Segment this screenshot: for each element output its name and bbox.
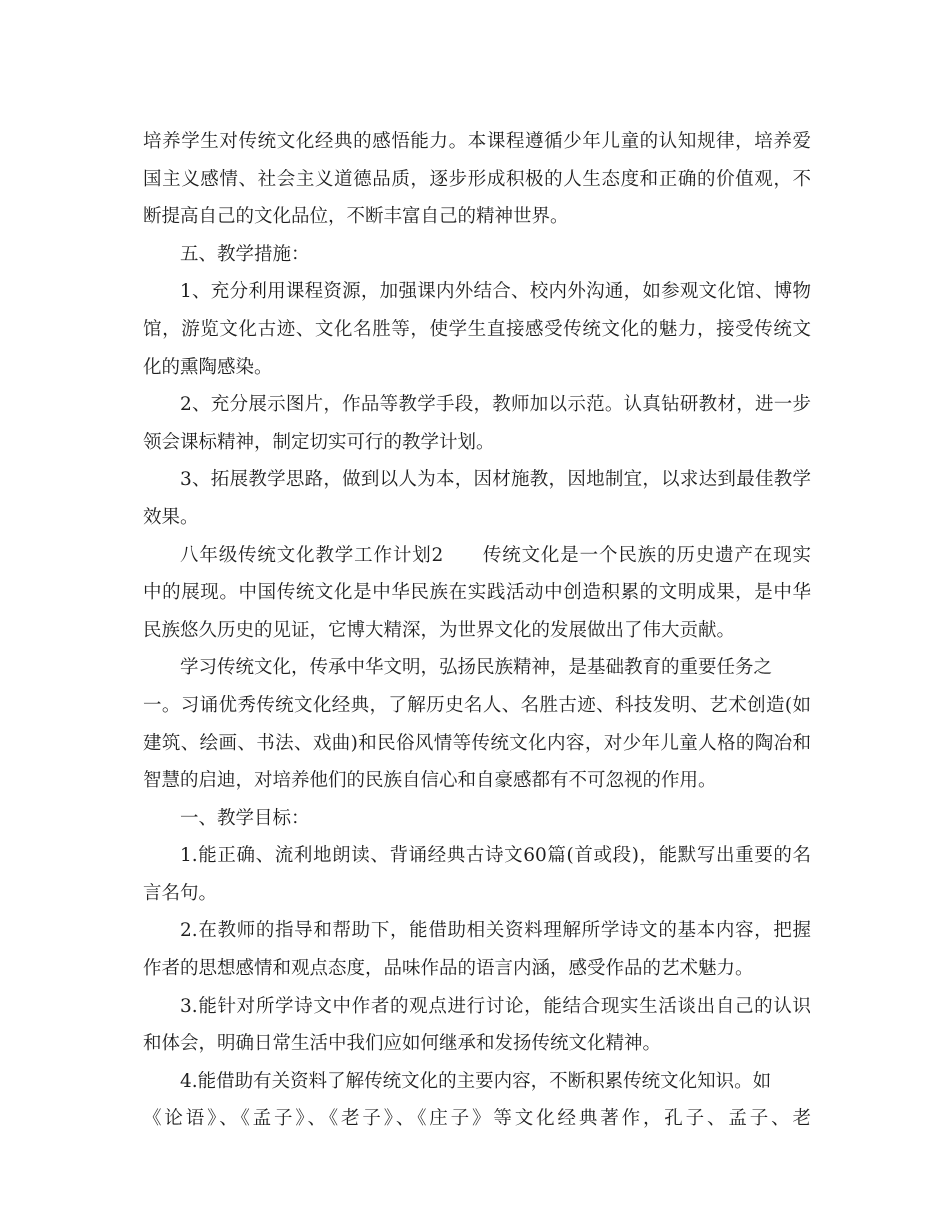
text-line: 馆，游览文化古迹、文化名胜等，使学生直接感受传统文化的魅力，接受传统文 — [143, 318, 811, 340]
text-line: 培养学生对传统文化经典的感悟能力。本课程遵循少年儿童的认知规律，培养爱 — [143, 131, 811, 152]
text-line: 智慧的启迪，对培养他们的民族自信心和自豪感都有不可忽视的作用。 — [143, 770, 717, 792]
text-line: 3、拓展教学思路，做到以人为本，因材施教，因地制宜，以求达到最佳教学 — [180, 469, 811, 491]
text-line: 学习传统文化，传承中华文明，弘扬民族精神，是基础教育的重要任务之 — [180, 657, 773, 679]
text-line: 八年级传统文化教学工作计划2 传统文化是一个民族的历史遗产在现实 — [180, 544, 811, 566]
text-line: 作者的思想感情和观点态度，品味作品的语言内涵，感受作品的艺术魅力。 — [143, 958, 754, 980]
text-line: 言名句。 — [143, 882, 218, 904]
text-line: 3.能针对所学诗文中作者的观点进行讨论，能结合现实生活谈出自己的认识 — [180, 995, 811, 1017]
text-line: 国主义感情、社会主义道德品质，逐步形成积极的人生态度和正确的价值观，不 — [143, 168, 811, 190]
section-heading: 一、教学目标： — [180, 807, 310, 829]
document-body — [143, 123, 811, 1138]
text-line: 化的熏陶感染。 — [143, 356, 273, 378]
text-line: 民族悠久历史的见证，它博大精深，为世界文化的发展做出了伟大贡献。 — [143, 619, 736, 641]
text-line: 1.能正确、流利地朗读、背诵经典古诗文60篇(首或段)，能默写出重要的名 — [180, 845, 811, 867]
text-line: 《论语》、《孟子》、《老子》、《庄子》等文化经典著作，孔子、孟子、老 — [143, 1108, 811, 1130]
text-line: 4.能借助有关资料了解传统文化的主要内容，不断积累传统文化知识。如 — [180, 1070, 772, 1092]
text-line: 和体会，明确日常生活中我们应如何继承和发扬传统文化精神。 — [143, 1033, 662, 1055]
section-heading: 五、教学措施： — [180, 243, 310, 265]
text-line: 断提高自己的文化品位，不断丰富自己的精神世界。 — [143, 206, 569, 228]
text-line: 领会课标精神，制定切实可行的教学计划。 — [143, 431, 495, 453]
text-line: 2.在教师的指导和帮助下，能借助相关资料理解所学诗文的基本内容，把握 — [180, 920, 811, 942]
text-line: 效果。 — [143, 506, 199, 528]
text-line: 中的展现。中国传统文化是中华民族在实践活动中创造积累的文明成果，是中华 — [143, 582, 811, 604]
text-line: 一。习诵优秀传统文化经典，了解历史名人、名胜古迹、科技发明、艺术创造(如 — [143, 694, 811, 716]
text-line: 1、充分利用课程资源，加强课内外结合、校内外沟通，如参观文化馆、博物 — [180, 281, 811, 303]
text-line: 建筑、绘画、书法、戏曲)和民俗风情等传统文化内容，对少年儿童人格的陶冶和 — [143, 732, 811, 754]
text-line: 2、充分展示图片，作品等教学手段，教师加以示范。认真钻研教材，进一步 — [180, 394, 811, 416]
